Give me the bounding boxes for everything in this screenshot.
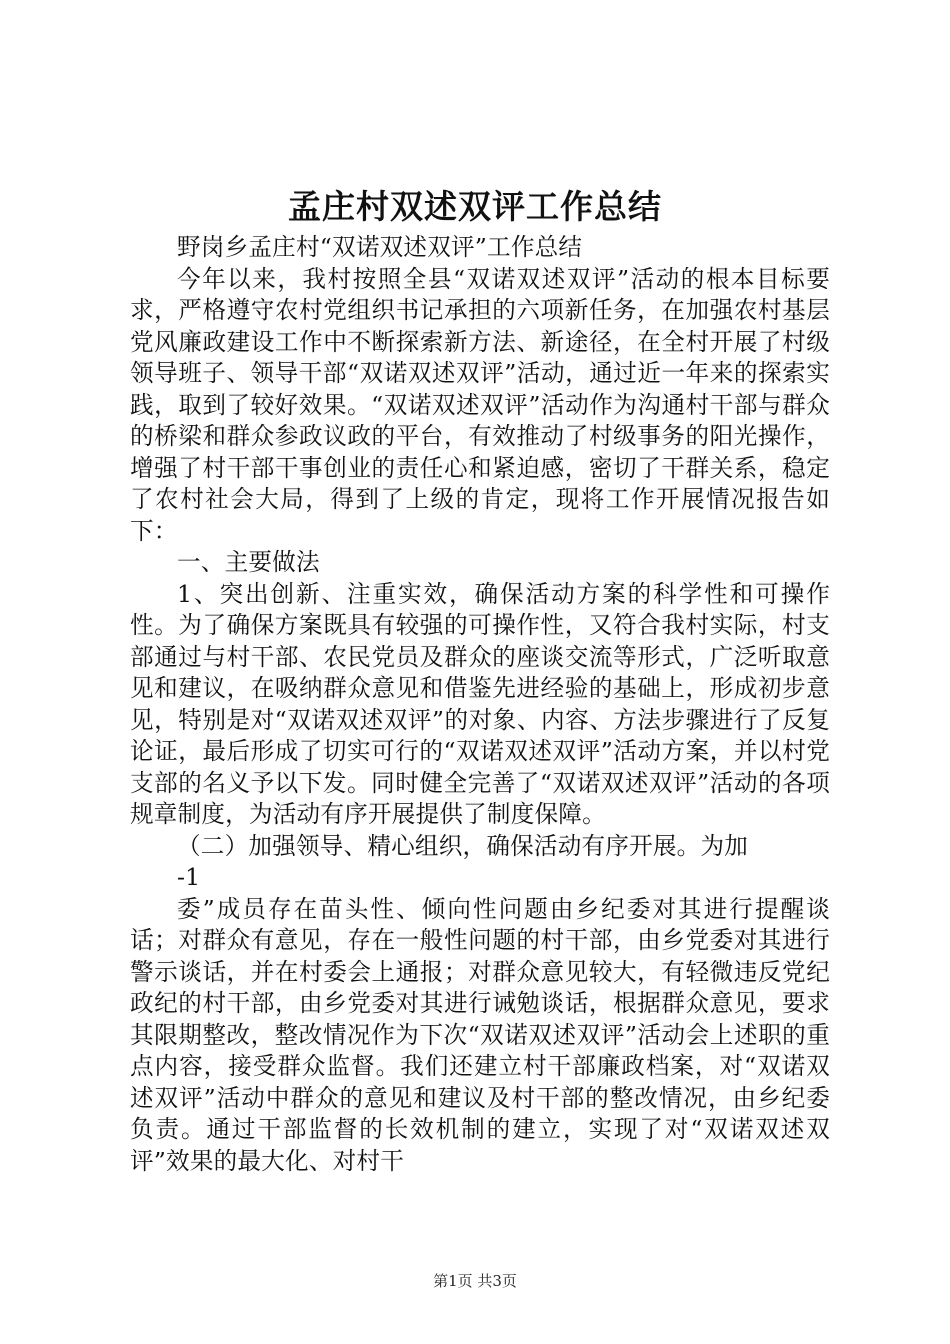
subtitle-paragraph: 野岗乡孟庄村“双诺双述双评”工作总结	[177, 233, 583, 261]
page-break-marker: -1	[177, 863, 201, 891]
intro-paragraph: 今年以来，我村按照全县“双诺双述双评”活动的根本目标要求，严格遵守农村党组织书记承担的六项新任务，在加强农村基层党风廉政建设工作中不断探索新方法、新途径，在全村开展了村级领导班子、领导干部“双诺双述双评”活动，通过近一年来的探索实践，取到了较好效果。“双诺双述双评”活动作为沟通村干部与群众的桥梁和群众参政议政的平台，有效推动了村级事务的阳光操作，增强了村干部干事创业的责任心和紧迫感，密切了干群关系，稳定了农村社会大局，得到了上级的肯定，现将工作开展情况报告如下：	[130, 264, 830, 545]
document-body	[130, 232, 830, 1177]
document-title: 孟庄村双述双评工作总结	[288, 187, 662, 226]
subsection-heading: （二）加强领导、精心组织，确保活动有序开展。为加	[177, 831, 749, 860]
page-footer: 第1页 共3页	[433, 1272, 517, 1290]
method-paragraph: 1、突出创新、注重实效，确保活动方案的科学性和可操作性。为了确保方案既具有较强的可操作性，又符合我村实际，村支部通过与村干部、农民党员及群众的座谈交流等形式，广泛听取意见和建议，在吸纳群众意见和借鉴先进经验的基础上，形成初步意见，特别是对“双诺双述双评”的对象、内容、方法步骤进行了反复论证，最后形成了切实可行的“双诺双述双评”活动方案，并以村党支部的名义予以下发。同时健全完善了“双诺双述双评”活动的各项规章制度，为活动有序开展提供了制度保障。	[130, 579, 830, 828]
supervision-paragraph: 委”成员存在苗头性、倾向性问题由乡纪委对其进行提醒谈话；对群众有意见，存在一般性问题的村干部，由乡党委对其进行警示谈话，并在村委会上通报；对群众意见较大，有轻微违反党纪政纪的村干部，由乡党委对其进行诫勉谈话，根据群众意见，要求其限期整改，整改情况作为下次“双诺双述双评”活动会上述职的重点内容，接受群众监督。我们还建立村干部廉政档案，对“双诺双述双评”活动中群众的意见和建议及村干部的整改情况，由乡纪委负责。通过干部监督的长效机制的建立，实现了对“双诺双述双评”效果的最大化、对村干	[130, 894, 830, 1175]
section-heading: 一、主要做法	[177, 548, 320, 576]
